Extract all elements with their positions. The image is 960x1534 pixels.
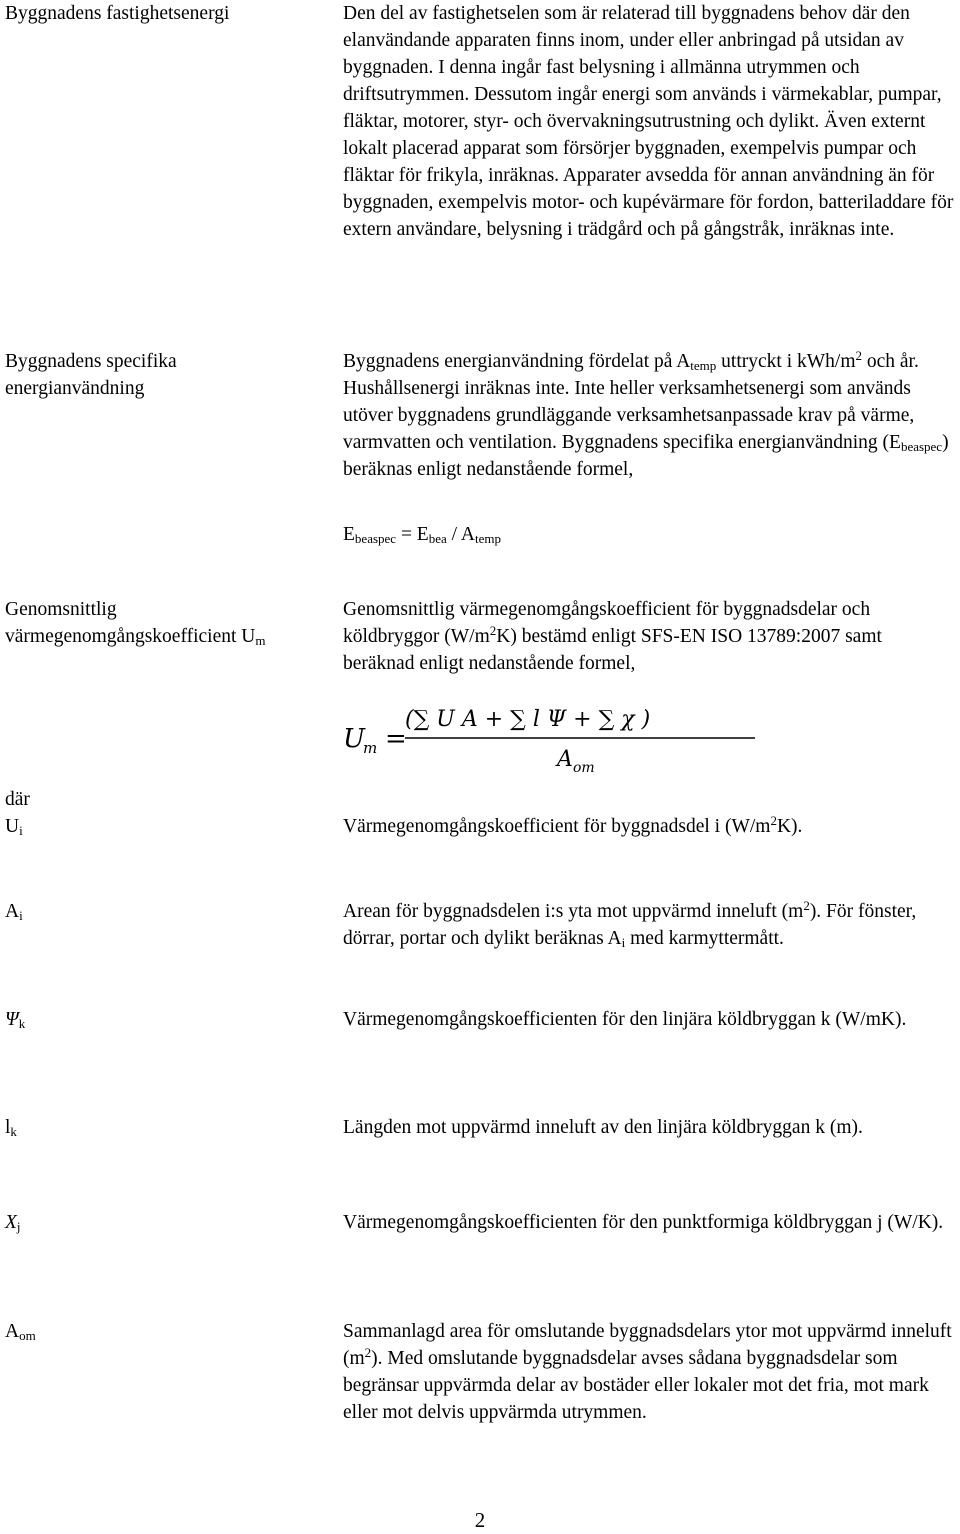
symbol: Ψ [5, 1009, 19, 1030]
term-line: Byggnadens specifika [5, 351, 177, 372]
text: ). För fönster, dörrar, portar och dylikt beräknas A [343, 901, 917, 949]
term-fastighetsenergi: Byggnadens fastighetsenergi [5, 3, 230, 24]
term-line: energianvändning [5, 378, 145, 399]
subscript: k [10, 1124, 17, 1139]
formula-numerator: (∑ U A + ∑ l Ψ + ∑ χ ) [405, 707, 651, 732]
symbol-lk [5, 1114, 17, 1141]
formula-lhs: U [343, 724, 365, 754]
subscript: i [19, 908, 23, 923]
definition-xj: Värmegenomgångskoefficienten för den punktformiga köldbryggan j (W/K). [343, 1212, 944, 1233]
text: och år. Hushållsenergi inräknas inte. Inte heller verksamhetsenergi som används utöver byggnadens grundläggande verksamhetsanpassade krav på värme, varmvatten och ventilation. Byggnadens specifika energianvändning (E [343, 351, 919, 453]
text: ) beräknas enligt nedanstående formel, [343, 432, 949, 480]
subscript: i [621, 935, 626, 950]
definition-genomsnittlig-u [343, 596, 958, 677]
subscript: j [16, 1219, 21, 1234]
page-number: 2 [474, 1508, 486, 1532]
symbol-xj [5, 1209, 21, 1236]
subscript: om [19, 1328, 36, 1343]
subscript: beaspec [900, 439, 943, 454]
symbol-ui [5, 813, 23, 840]
subscript: k [18, 1016, 26, 1031]
dar-label: där [5, 789, 30, 810]
um-formula [343, 700, 763, 776]
superscript: 2 [803, 898, 810, 913]
symbol: U [5, 816, 20, 837]
formula-denominator: A [557, 747, 573, 772]
symbol: X [5, 1212, 17, 1233]
definition-lk: Längden mot uppvärmd inneluft av den linjära köldbryggan k (m). [343, 1117, 863, 1138]
text: med karmyttermått. [625, 928, 784, 949]
subscript: bea [428, 531, 447, 546]
definition-aom [343, 1318, 958, 1426]
text: Sammanlagd area för omslutande byggnadsdelars ytor mot uppvärmd inneluft (m [343, 1321, 952, 1369]
superscript: 2 [364, 1345, 372, 1360]
definition-ui [343, 813, 958, 840]
formula-part: / A [446, 524, 475, 545]
symbol-aom [5, 1318, 36, 1345]
formula-ebeaspec [343, 521, 958, 548]
symbol-psik [5, 1006, 25, 1033]
superscript: 2 [489, 623, 497, 638]
symbol-ai [5, 898, 23, 925]
term-genomsnittlig-u [5, 596, 265, 650]
text: Arean för byggnadsdelen i:s yta mot uppvärmd inneluft (m [343, 901, 804, 922]
text: ). Med omslutande byggnadsdelar avses sådana byggnadsdelar som begränsar uppvärmda delar av bostäder eller lokaler mot det fria, mot mark eller mot delvis uppvärmda utrymmen. [343, 1348, 929, 1423]
symbol: A [5, 901, 20, 922]
text: K) bestämd enligt SFS-EN ISO 13789:2007 samt beräknad enligt nedanstående formel, [343, 626, 882, 674]
term-line [5, 623, 265, 650]
term-line: Genomsnittlig [5, 599, 117, 620]
formula-denominator-sub: om [573, 760, 595, 776]
definition-fastighetsenergi: Den del av fastighetselen som är relaterad till byggnadens behov där den elanvändande apparaten finns inom, under eller anbringad på utsidan av byggnaden. I denna ingår fast belysning i allmänna utrymmen och driftsutrymmen. Dessutom ingår energi som används i värmekablar, pumpar, fläktar, motorer, styr- och övervakningsutrustning och dylikt. Även externt lokalt placerad apparat som försörjer byggnaden, exempelvis pumpar och fläktar för frikyla, inräknas. Apparater avsedda för annan användning än för byggnaden, exempelvis motor- och kupévärmare för fordon, batteriladdare för extern användare, belysning i trädgård och på gångstråk, inräknas inte. [343, 3, 954, 240]
subscript: i [19, 823, 23, 838]
formula-lhs-sub: m [363, 739, 378, 757]
superscript: 2 [770, 813, 777, 828]
subscript: temp [690, 358, 717, 373]
text: Genomsnittlig värmegenomgångskoefficient för byggnadsdelar och köldbryggor (W/m [343, 599, 871, 647]
text: värmegenomgångskoefficient U [5, 626, 256, 647]
symbol: A [5, 1321, 20, 1342]
definition-specifika-energianvandning [343, 348, 958, 483]
text: Byggnadens energianvändning fördelat på A [343, 351, 691, 372]
symbol: l [5, 1117, 11, 1138]
definition-psik: Värmegenomgångskoefficienten för den linjära köldbryggan k (W/mK). [343, 1009, 907, 1030]
text: Värmegenomgångskoefficient för byggnadsdel i (W/m [343, 816, 771, 837]
subscript: m [255, 633, 266, 648]
subscript: beaspec [354, 531, 397, 546]
formula-part: = E [396, 524, 429, 545]
text: K). [776, 816, 803, 837]
text: uttryckt i kWh/m [716, 351, 856, 372]
subscript: temp [474, 531, 501, 546]
term-specifika-energianvandning [5, 348, 177, 402]
formula-part: E [343, 524, 355, 545]
definition-ai [343, 898, 958, 952]
formula-equals: = [385, 724, 407, 754]
superscript: 2 [855, 348, 862, 363]
